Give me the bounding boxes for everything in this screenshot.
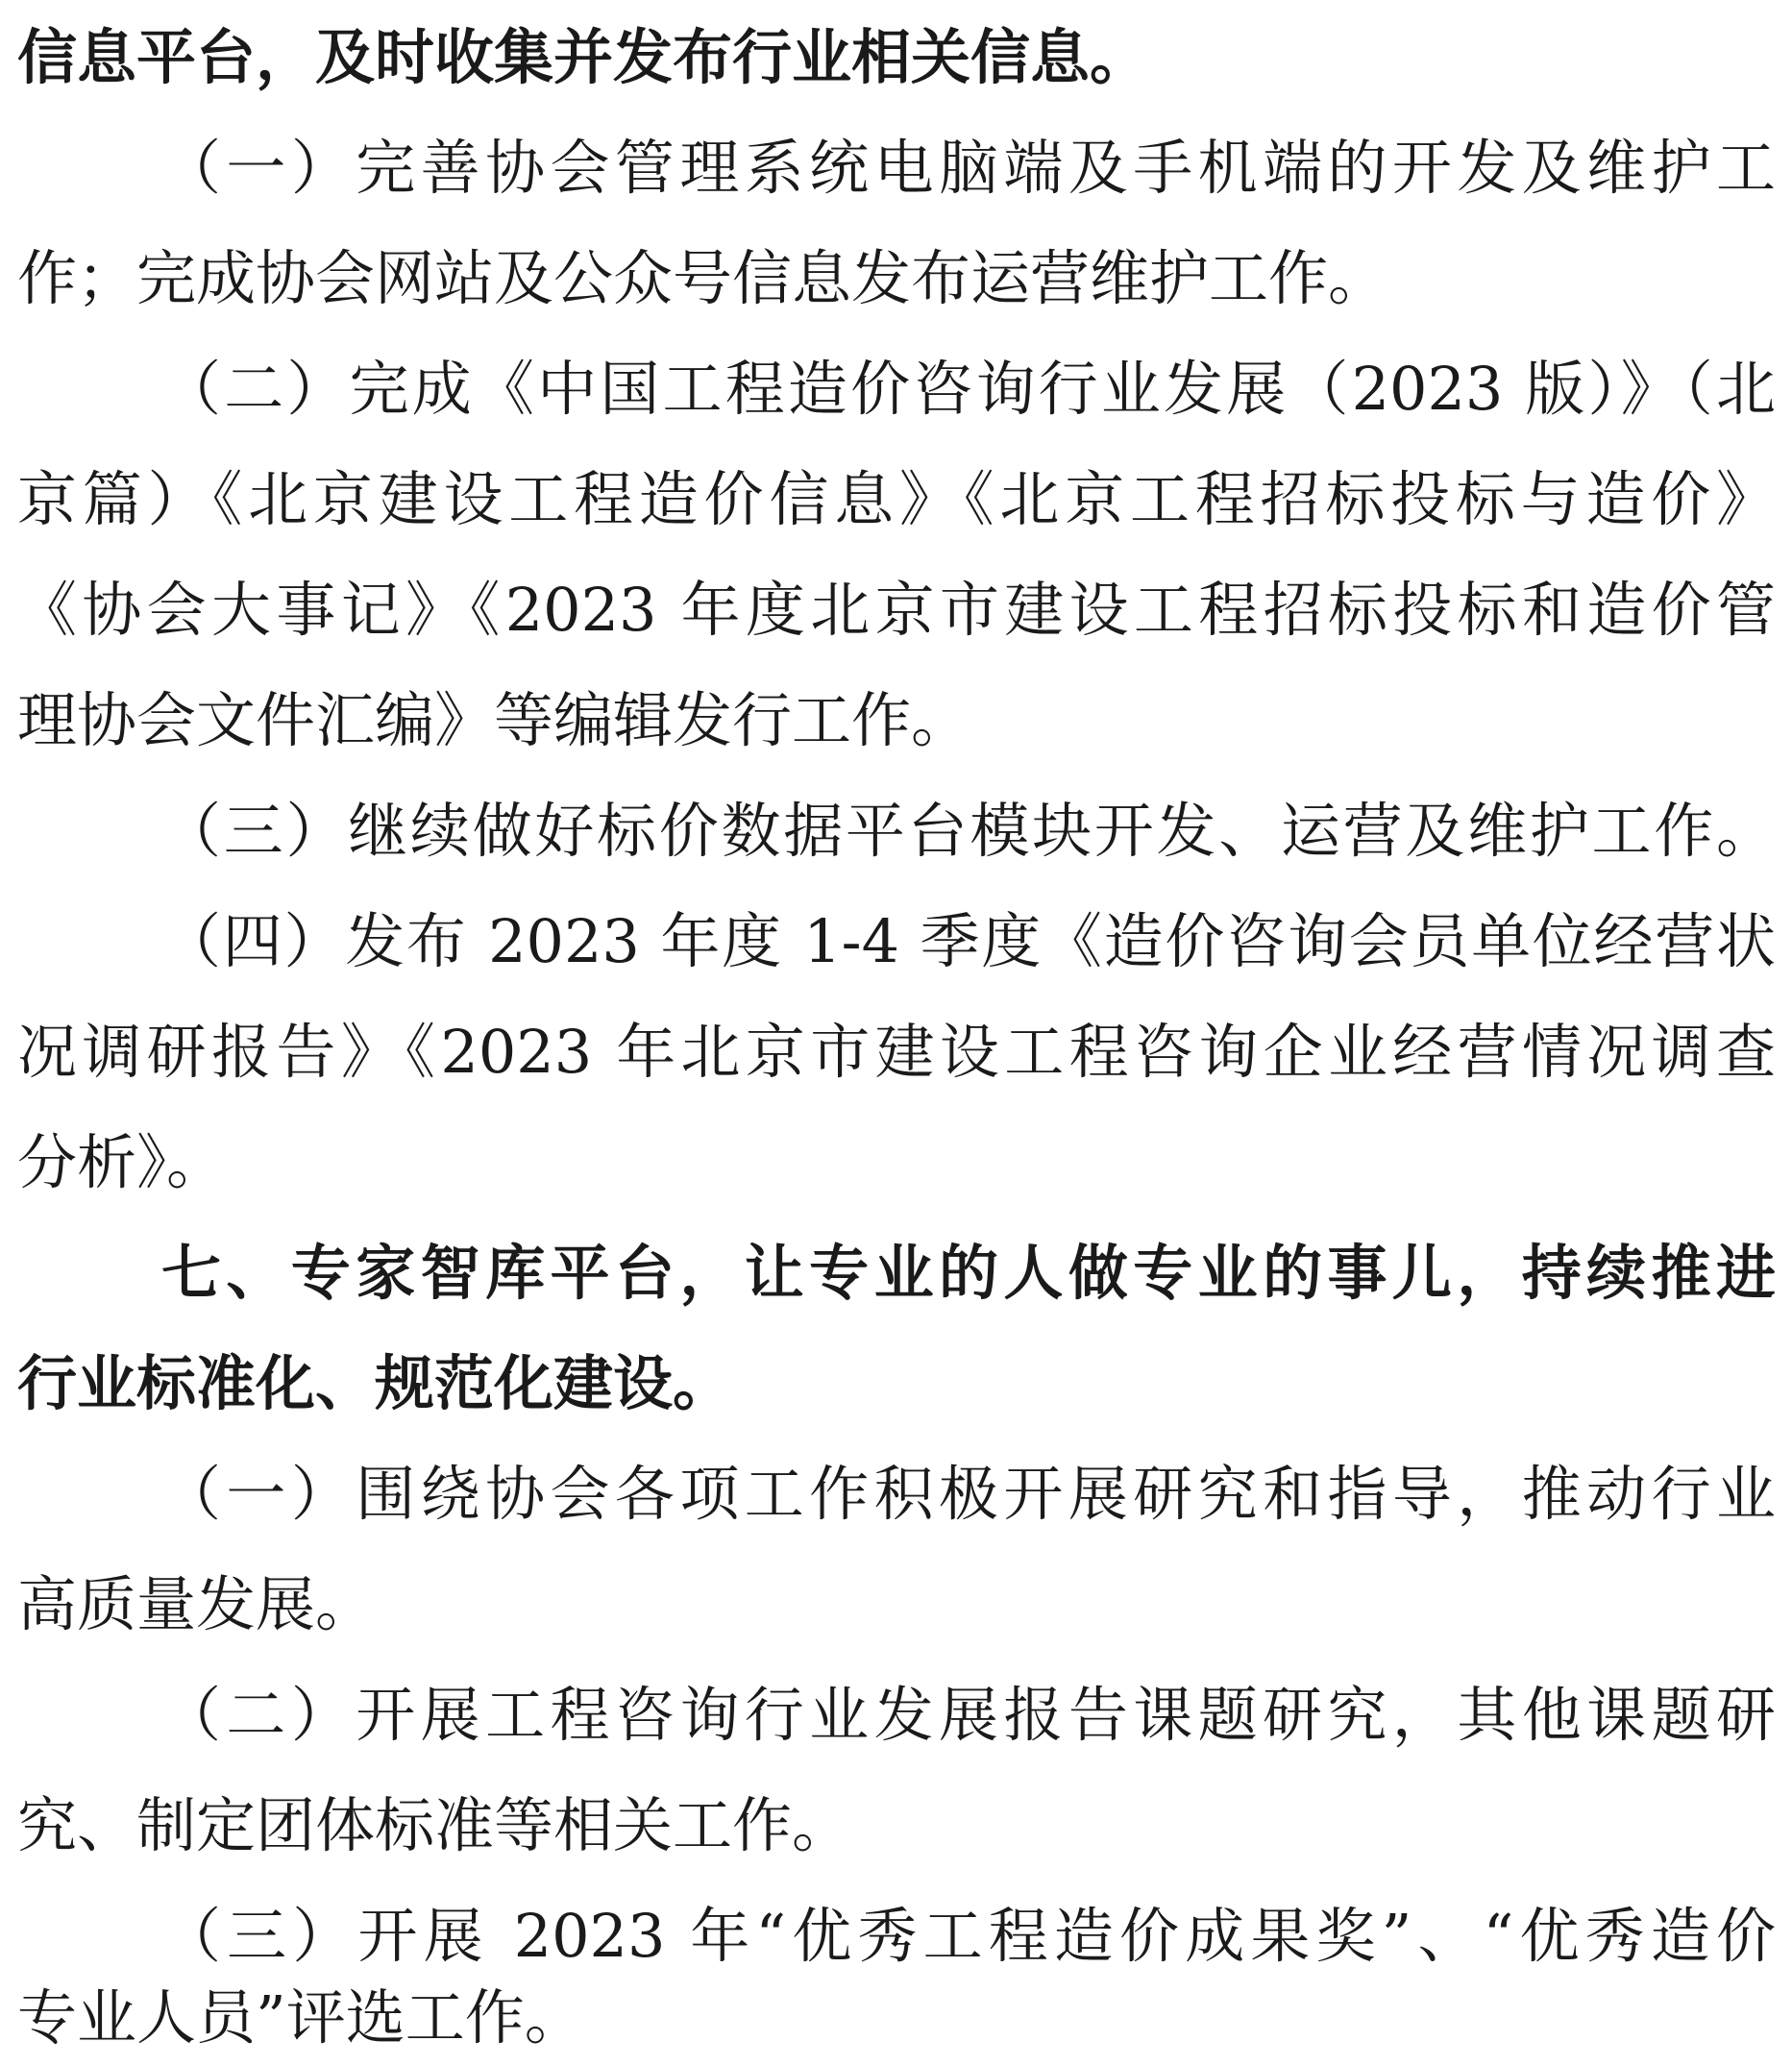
section-heading-line: 行业标准化、规范化建设。 <box>17 1348 733 1418</box>
paragraph-line: 理协会文件汇编》等编辑发行工作。 <box>17 685 971 755</box>
paragraph-line: 信息平台，及时收集并发布行业相关信息。 <box>17 22 1150 92</box>
paragraph-line: 专业人员”评选工作。 <box>17 1982 584 2053</box>
paragraph-line: 作；完成协会网站及公众号信息发布运营维护工作。 <box>17 243 1388 313</box>
paragraph-line: 京篇）《北京建设工程造价信息》《北京工程招标投标与造价》 <box>17 464 1776 534</box>
paragraph-line: （四）发布 2023 年度 1-4 季度《造价咨询会员单位经营状 <box>161 906 1776 976</box>
paragraph-line: 究、制定团体标准等相关工作。 <box>17 1790 852 1860</box>
paragraph-line: 高质量发展。 <box>17 1569 376 1639</box>
paragraph-line: （三）继续做好标价数据平台模块开发、运营及维护工作。 <box>161 796 1776 866</box>
paragraph-line: （二）开展工程咨询行业发展报告课题研究，其他课题研 <box>161 1680 1776 1750</box>
section-heading-line: 七、专家智库平台，让专业的人做专业的事儿，持续推进 <box>161 1238 1776 1308</box>
paragraph-line: （三）开展 2023 年“优秀工程造价成果奖”、“优秀造价 <box>161 1901 1776 1971</box>
paragraph-line: （一）完善协会管理系统电脑端及手机端的开发及维护工 <box>161 133 1776 203</box>
paragraph-line: 分析》。 <box>17 1127 227 1197</box>
paragraph-line: 《协会大事记》《2023 年度北京市建设工程招标投标和造价管 <box>17 575 1776 645</box>
paragraph-line: （一）围绕协会各项工作积极开展研究和指导，推动行业 <box>161 1459 1776 1529</box>
paragraph-line: 况调研报告》《2023 年北京市建设工程咨询企业经营情况调查 <box>17 1017 1776 1087</box>
paragraph-line: （二）完成《中国工程造价咨询行业发展（2023 版）》（北 <box>161 354 1776 424</box>
